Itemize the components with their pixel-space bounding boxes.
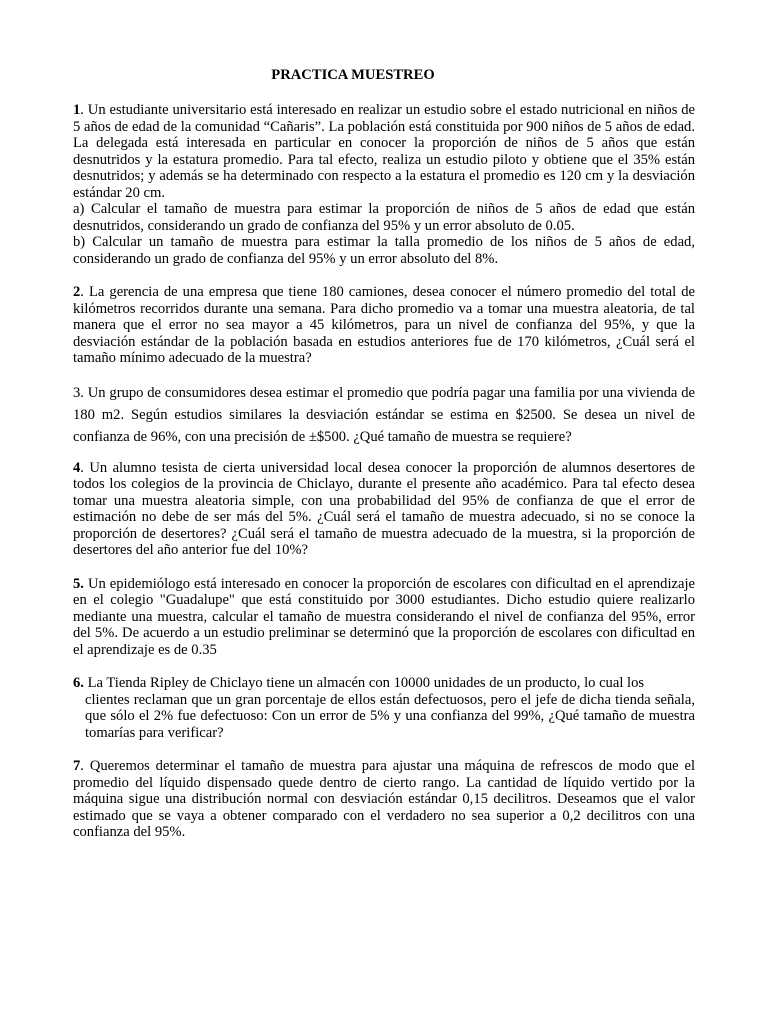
question-1-part-b: b) Calcular un tamaño de muestra para estimar la talla promedio de los niños de 5 años de edad, considerando un grado de confianza del 95% y un error absoluto del 8%. xyxy=(73,234,695,267)
question-4 xyxy=(73,460,695,559)
question-1-body xyxy=(73,102,695,201)
question-number: 5. xyxy=(73,575,84,592)
question-number: 6. xyxy=(73,675,84,691)
question-text: . La gerencia de una empresa que tiene 180 camiones, desea conocer el número promedio del total de kilómetros recorridos durante una semana. Para dicho promedio va a tomar una muestra aleatoria, de tal manera que el error no sea mayor a 45 kilómetros, para un nivel de confianza del 95%, y que la desviación estándar de la población basada en estudios anteriores fue de 170 kilómetros, ¿Cuál será el tamaño mínimo adecuado de la muestra? xyxy=(73,284,695,366)
question-text: . Un alumno tesista de cierta universidad local desea conocer la proporción de alumnos desertores de todos los colegios de la provincia de Chiclayo, durante el presente año académico. Para tal efecto desea tomar una muestra aleatoria simple, con una probabilidad del 95% de confianza de que el error de estimación no debe de ser más del 5%. ¿Cuál será el tamaño de muestra adecuado, si no se conoce la proporción de desertores? ¿Cuál será el tamaño de muestra adecuado de la muestra, si la proporción de desertores del año anterior fue del 10%? xyxy=(73,459,695,558)
question-number: 4 xyxy=(73,459,81,476)
question-1 xyxy=(73,102,695,267)
page-title: PRACTICA MUESTREO xyxy=(271,67,435,83)
question-7 xyxy=(73,758,695,841)
question-number: 1 xyxy=(73,102,81,118)
question-number: 2 xyxy=(73,284,81,300)
question-5 xyxy=(73,576,695,659)
question-list xyxy=(73,102,695,858)
question-text: Un epidemiólogo está interesado en conocer la proporción de escolares con dificultad en el aprendizaje en el colegio "Guadalupe" que está constituido por 3000 estudiantes. Dicho estudio quiere realizarlo mediante una muestra, calcular el tamaño de muestra considerando el nivel de confianza del 95%, error del 5%. De acuerdo a un estudio preliminar se determinó que la proporción de escolares con dificultad en el aprendizaje es de 0.35 xyxy=(73,575,695,658)
question-number: 7 xyxy=(73,758,81,774)
question-text: . Un grupo de consumidores desea estimar el promedio que podría pagar una familia por una vivienda de 180 m2. Según estudios similares la desviación estándar se estima en $2500. Se desea un nivel de confianza de 96%, con una precisión de ±$500. ¿Qué tamaño de muestra se requiere? xyxy=(73,384,695,445)
question-6 xyxy=(73,675,695,741)
question-text-continued: clientes reclaman que un gran porcentaje de ellos están defectuosos, pero el jefe de dicha tienda señala, que sólo el 2% fue defectuoso: Con un error de 5% y una confianza del 99%, ¿Qué tamaño de muestra tomarías para verificar? xyxy=(85,691,695,741)
question-number: 3 xyxy=(73,384,81,401)
question-1-part-a: a) Calcular el tamaño de muestra para estimar la proporción de niños de 5 años de edad que están desnutridos, considerando un grado de confianza del 95% y un error absoluto de 0.05. xyxy=(73,201,695,234)
question-text: . Un estudiante universitario está interesado en realizar un estudio sobre el estado nutricional en niños de 5 años de edad de la comunidad “Cañaris”. La población está constituida por 900 niños de 5 años de edad. La delegada está interesada en particular en conocer la proporción de niños de 5 años que están desnutridos y la estatura promedio. Para tal efecto, realiza un estudio piloto y obtiene que el 35% están desnutridos; y además se ha determinado con respecto a la estatura el promedio es 120 cm y la desviación estándar 20 cm. xyxy=(73,102,695,201)
question-text: . Queremos determinar el tamaño de muestra para ajustar una máquina de refrescos de modo que el promedio del líquido dispensado quede dentro de cierto rango. La cantidad de líquido vertido por la máquina sigue una distribución normal con desviación estándar 0,15 decilitros. Deseamos que el valor estimado que se vaya a obtener comparado con el verdadero no sea superior a 0,2 decilitros con una confianza del 95%. xyxy=(73,758,695,840)
question-text-first-line: La Tienda Ripley de Chiclayo tiene un almacén con 10000 unidades de un producto, lo cual los xyxy=(83,675,645,691)
question-3 xyxy=(73,382,695,448)
question-2 xyxy=(73,284,695,367)
